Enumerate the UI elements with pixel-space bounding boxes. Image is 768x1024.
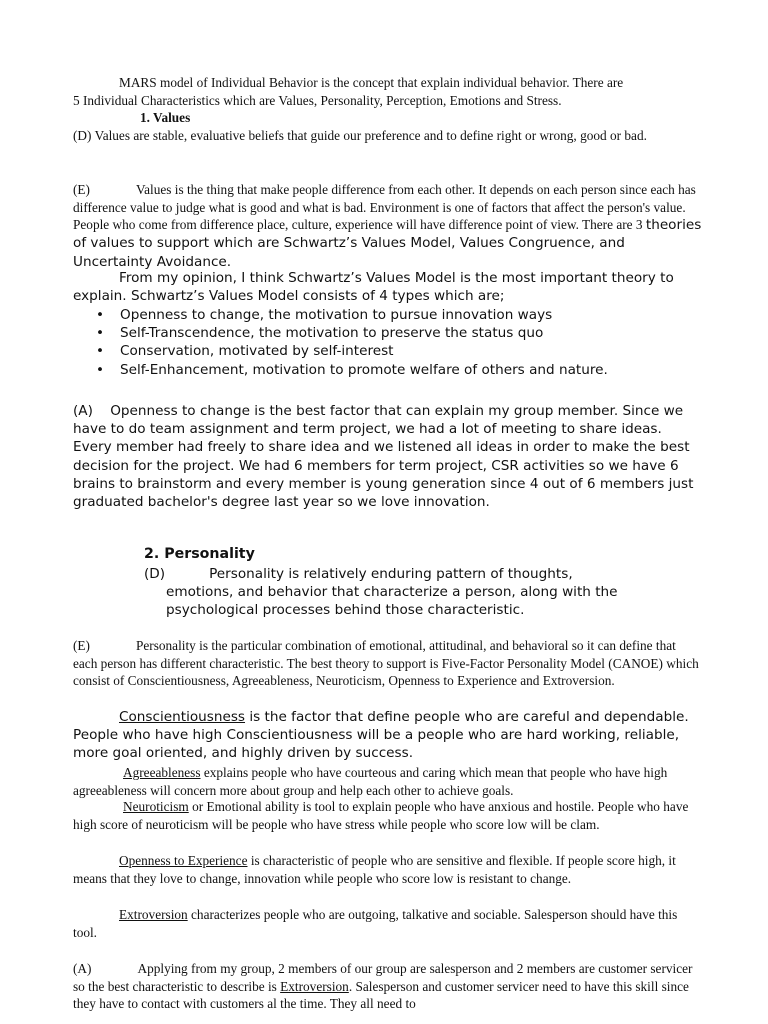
- conscientiousness-paragraph: Conscientiousness is the factor that define people who are careful and dependable. People who have high Conscientiousness will be a people who are hard working, reliable, more goal oriented, and highly driven by success.: [73, 709, 689, 762]
- opinion-paragraph: From my opinion, I think Schwartz’s Values Model is the most important theory to explain. Schwartz’s Values Model consists of 4 types which are;: [73, 270, 674, 305]
- value-types-list: [96, 306, 696, 379]
- agreeableness-paragraph: Agreeableness explains people who have courteous and caring which mean that people who have high agreeableness will concern more about group and help each other to achieve goals.: [73, 765, 668, 798]
- personality-explanation: (E) Personality is the particular combination of emotional, attitudinal, and behavioral so it can define that each person has different characteristic. The best theory to support is Five-Factor Personality Model (CANOE) which consist of Conscientiousness, Agreeableness, Neuroticism, Openness to Experience and Extroversion.: [73, 638, 699, 689]
- openness-paragraph: Openness to Experience is characteristic of people who are sensitive and flexible. If people score high, it means that they love to change, innovation while people who score low is resistant to change.: [73, 853, 676, 886]
- list-item: • Self-Enhancement, motivation to promote welfare of others and nature.: [96, 361, 696, 379]
- neuroticism-paragraph: Neuroticism or Emotional ability is tool to explain people who have anxious and hostile. People who have high score of neuroticism will be people who have stress while people who score low will be clam.: [73, 799, 689, 832]
- conscientiousness-term: Conscientiousness: [119, 709, 246, 725]
- extroversion-term: Extroversion: [119, 907, 188, 922]
- agreeableness-term: Agreeableness: [123, 765, 201, 780]
- e-mark: (E): [73, 182, 90, 197]
- neuroticism-term: Neuroticism: [123, 799, 189, 814]
- values-definition: (D) Values are stable, evaluative beliefs that guide our preference and to define right or wrong, good or bad.: [73, 128, 647, 143]
- values-application: (A) Openness to change is the best factor that can explain my group member. Since we have to do team assignment and term project, we had a lot of meeting to share ideas. Every member had freely to share idea and we listened all ideas in order to make the best decision for the project. We had 6 members for term project, CSR activities so we have 6 brains to brainstorm and every member is young generation since 4 out of 6 members just graduated bachelor's degree last year so we love innovation.: [73, 403, 694, 511]
- intro-paragraph: MARS model of Individual Behavior is the concept that explain individual behavior. There are 5 Individual Characteristics which are Values, Personality, Perception, Emotions and Stress.: [73, 75, 624, 108]
- extroversion-paragraph: Extroversion characterizes people who are outgoing, talkative and sociable. Salesperson should have this tool.: [73, 907, 678, 940]
- personality-definition: (D) Personality is relatively enduring pattern of thoughts, emotions, and behavior that characterize a person, along with the psychological processes behind those characteristic.: [144, 566, 618, 619]
- personality-heading: 2. Personality: [144, 546, 255, 562]
- openness-term: Openness to Experience: [119, 853, 248, 868]
- extroversion-term-inline: Extroversion: [280, 978, 349, 994]
- list-item: • Self-Transcendence, the motivation to preserve the status quo: [96, 324, 696, 342]
- personality-application: (A) Applying from my group, 2 members of our group are salesperson and 2 members are customer servicer so the best characteristic to describe is Extroversion. Salesperson and customer servicer need to have this skill since they have to contact with customers al the time. They all need to: [73, 961, 693, 1012]
- values-heading: 1. Values: [140, 110, 191, 125]
- values-explanation: (E) Values is the thing that make people difference from each other. It depends on each person since each has difference value to judge what is good and what is bad. Environment is one of factors that affect the person's value. People who come from difference place, culture, experience will have difference point of view. There are 3 theories of values to support which are Schwartz’s Values Model, Values Congruence, and Uncertainty Avoidance.: [73, 182, 702, 270]
- list-item: • Conservation, motivated by self-interest: [96, 342, 696, 360]
- list-item: • Openness to change, the motivation to pursue innovation ways: [96, 306, 696, 324]
